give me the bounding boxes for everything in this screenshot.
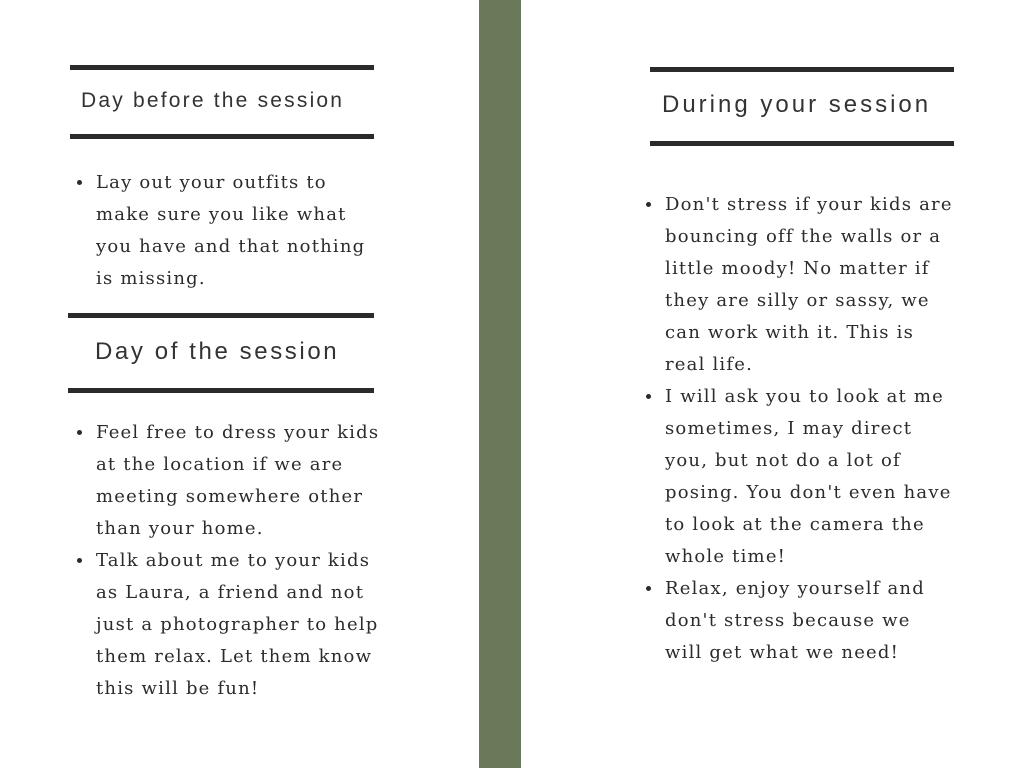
day-of-top-rule (68, 313, 374, 318)
list-item: • Relax, enjoy yourself and don't stress because we will get what we need! (663, 573, 955, 669)
center-divider-stripe (479, 0, 521, 768)
list-item: • Feel free to dress your kids at the location if we are meeting somewhere other than your home. (94, 417, 394, 545)
day-before-bottom-rule (70, 134, 374, 139)
list-item: • Don't stress if your kids are bouncing off the walls or a little moody! No matter if they are silly or sassy, we can work with it. This is real life. (663, 189, 955, 381)
day-of-bottom-rule (68, 388, 374, 393)
day-before-heading: Day before the session (81, 89, 345, 112)
list-item: • Talk about me to your kids as Laura, a friend and not just a photographer to help them relax. Let them know this will be fun! (94, 545, 394, 705)
during-bottom-rule (650, 141, 954, 146)
list-item: • I will ask you to look at me sometimes, I may direct you, but not do a lot of posing. You don't even have to look at the camera the whole time! (663, 381, 955, 573)
day-of-list (76, 417, 394, 705)
list-item: • Lay out your outfits to make sure you like what you have and that nothing is missing. (94, 167, 386, 295)
during-top-rule (650, 67, 954, 72)
during-heading: During your session (662, 91, 932, 118)
during-list (645, 189, 955, 669)
day-before-top-rule (70, 65, 374, 70)
day-of-heading: Day of the session (95, 338, 340, 365)
day-before-list (76, 167, 386, 295)
